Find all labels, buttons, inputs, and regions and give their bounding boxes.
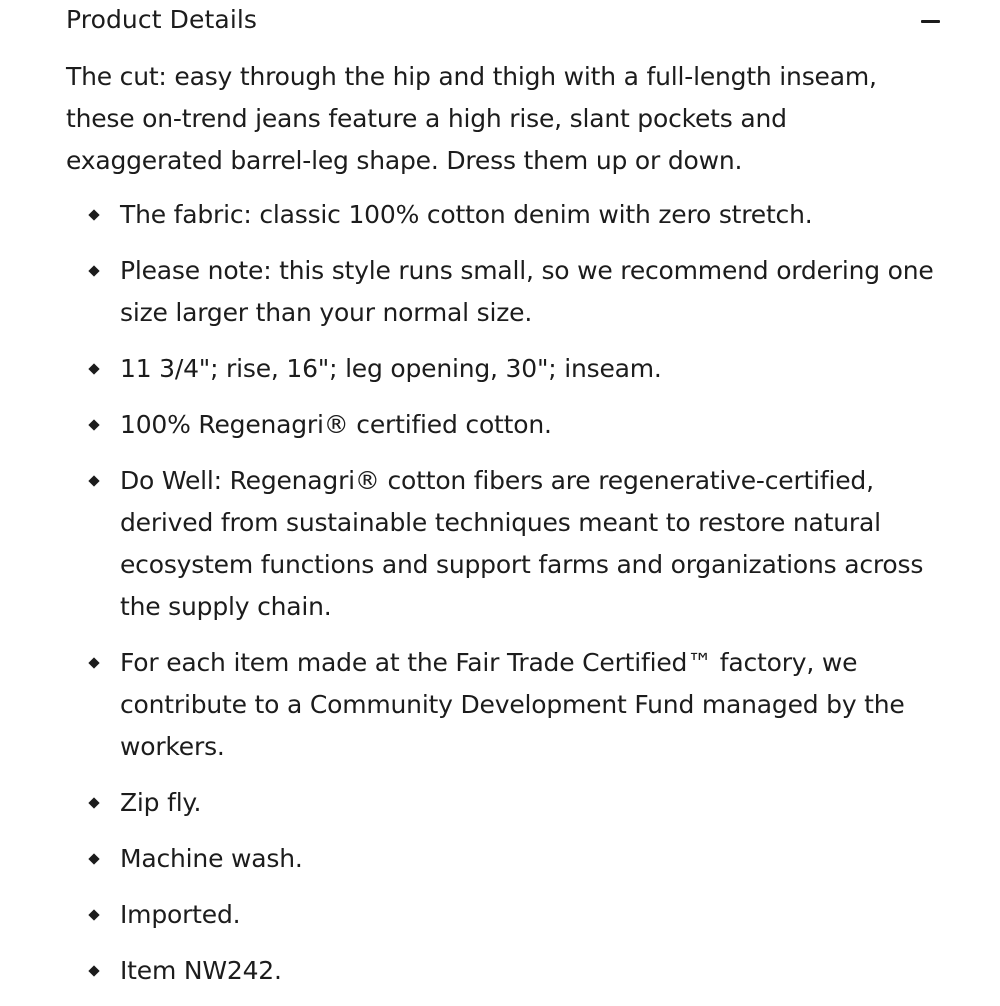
list-item-text: Zip fly. <box>120 788 202 817</box>
minus-icon <box>921 20 940 23</box>
list-item-text: 11 3/4"; rise, 16"; leg opening, 30"; inseam. <box>120 354 662 383</box>
section-title: Product Details <box>66 5 258 34</box>
list-item <box>66 894 940 936</box>
list-item-text: 100% Regenagri® certified cotton. <box>120 410 552 439</box>
product-description: The cut: easy through the hip and thigh with a full-length inseam, these on-trend jeans feature a high rise, slant pockets and exaggerated barrel-leg shape. Dress them up or down. <box>66 62 877 175</box>
diamond-bullet-icon <box>88 265 99 276</box>
details-list <box>66 194 946 992</box>
list-item <box>66 782 940 824</box>
list-item <box>66 250 940 334</box>
list-item <box>66 348 940 390</box>
list-item-text: Imported. <box>120 900 241 929</box>
diamond-bullet-icon <box>88 209 99 220</box>
accordion-header[interactable] <box>66 0 946 44</box>
diamond-bullet-icon <box>88 657 99 668</box>
list-item <box>66 460 940 628</box>
accordion-content <box>66 56 946 1006</box>
list-item <box>66 642 940 768</box>
list-item-text: Please note: this style runs small, so we recommend ordering one size larger than your normal size. <box>120 256 934 327</box>
list-item-text: The fabric: classic 100% cotton denim with zero stretch. <box>120 200 813 229</box>
list-item-text: For each item made at the Fair Trade Certified™ factory, we contribute to a Community Development Fund managed by the workers. <box>120 648 905 761</box>
list-item-text: Machine wash. <box>120 844 303 873</box>
list-item <box>66 194 940 236</box>
collapse-button[interactable] <box>918 6 946 34</box>
list-item <box>66 838 940 880</box>
list-item-text: Do Well: Regenagri® cotton fibers are regenerative-certified, derived from sustainable techniques meant to restore natural ecosystem functions and support farms and organizations across the supply chain. <box>120 466 924 621</box>
diamond-bullet-icon <box>88 363 99 374</box>
diamond-bullet-icon <box>88 853 99 864</box>
list-item <box>66 404 940 446</box>
diamond-bullet-icon <box>88 965 99 976</box>
diamond-bullet-icon <box>88 475 99 486</box>
diamond-bullet-icon <box>88 797 99 808</box>
diamond-bullet-icon <box>88 909 99 920</box>
list-item <box>66 950 940 992</box>
diamond-bullet-icon <box>88 419 99 430</box>
list-item-text: Item NW242. <box>120 956 282 985</box>
